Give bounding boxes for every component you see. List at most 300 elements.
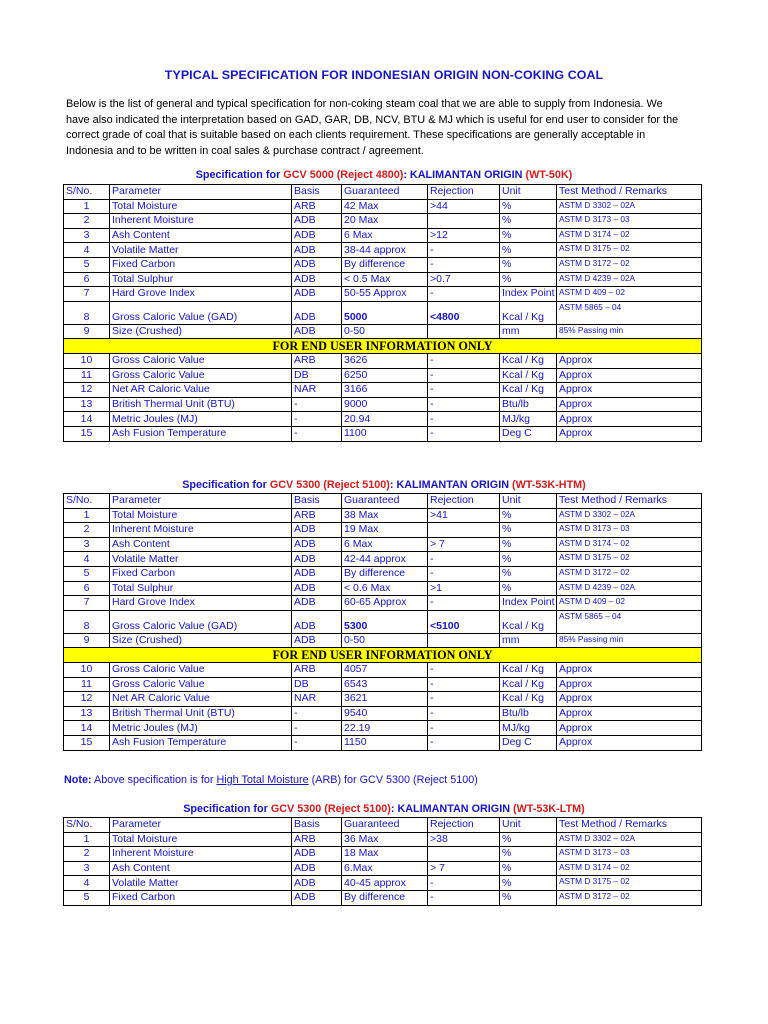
table-row bbox=[64, 706, 702, 721]
column-header: Test Method / Remarks bbox=[557, 185, 702, 200]
table-cell: Ash Content bbox=[110, 228, 292, 243]
table-cell: 14 bbox=[64, 412, 110, 427]
table-cell: Approx bbox=[557, 662, 702, 677]
spec-title-3 bbox=[0, 803, 768, 815]
table-row bbox=[64, 324, 702, 339]
table-row bbox=[64, 832, 702, 847]
table-cell: ADB bbox=[292, 301, 342, 324]
table-row bbox=[64, 633, 702, 648]
table-cell: % bbox=[500, 257, 557, 272]
table-cell: Total Moisture bbox=[110, 508, 292, 523]
column-header: Guaranteed bbox=[342, 494, 428, 509]
table-cell bbox=[428, 214, 500, 229]
table-cell: % bbox=[500, 199, 557, 214]
table-cell: Volatile Matter bbox=[110, 243, 292, 258]
table-cell: Net AR Caloric Value bbox=[110, 692, 292, 707]
table-cell: ADB bbox=[292, 214, 342, 229]
table-cell bbox=[428, 523, 500, 538]
table-cell: By difference bbox=[342, 890, 428, 905]
table-cell: 4 bbox=[64, 552, 110, 567]
spec-table-2 bbox=[63, 493, 702, 751]
table-cell: 42 Max bbox=[342, 199, 428, 214]
table-cell: ASTM D 3174 – 02 bbox=[557, 537, 702, 552]
table-cell: Btu/lb bbox=[500, 706, 557, 721]
spec-code: (WT-53K-HTM) bbox=[512, 479, 586, 491]
table-cell: Approx bbox=[557, 368, 702, 383]
table-cell: >41 bbox=[428, 508, 500, 523]
spec-gcv: GCV 5300 (Reject 5100) bbox=[269, 479, 390, 491]
table-cell: MJ/kg bbox=[500, 412, 557, 427]
table-cell: ASTM D 4239 – 02A bbox=[557, 581, 702, 596]
table-cell: Index Point bbox=[500, 596, 557, 611]
table-row bbox=[64, 272, 702, 287]
table-cell: 11 bbox=[64, 677, 110, 692]
table-row bbox=[64, 368, 702, 383]
intro-line: have also indicated the interpretation based on GAD, GAR, DB, NCV, BTU & MJ which is useful for end user to consider for the bbox=[66, 113, 679, 126]
table-row bbox=[64, 662, 702, 677]
table-cell: % bbox=[500, 832, 557, 847]
table-cell: - bbox=[428, 706, 500, 721]
table-cell: Deg C bbox=[500, 426, 557, 441]
table-cell: - bbox=[292, 721, 342, 736]
table-cell: - bbox=[428, 552, 500, 567]
table-cell: 1 bbox=[64, 199, 110, 214]
table-cell: % bbox=[500, 523, 557, 538]
table-row bbox=[64, 426, 702, 441]
table-row bbox=[64, 890, 702, 905]
table-cell: 10 bbox=[64, 662, 110, 677]
table-cell: Inherent Moisture bbox=[110, 523, 292, 538]
table-cell: 12 bbox=[64, 383, 110, 398]
column-header: S/No. bbox=[64, 185, 110, 200]
table-cell: 36 Max bbox=[342, 832, 428, 847]
table-cell: - bbox=[428, 721, 500, 736]
table-cell: ADB bbox=[292, 847, 342, 862]
table-cell: ARB bbox=[292, 353, 342, 368]
table-cell: Gross Caloric Value bbox=[110, 353, 292, 368]
column-header: S/No. bbox=[64, 818, 110, 833]
table-row bbox=[64, 692, 702, 707]
table-cell: Approx bbox=[557, 706, 702, 721]
table-cell: >0.7 bbox=[428, 272, 500, 287]
column-header: Guaranteed bbox=[342, 185, 428, 200]
table-cell: 40-45 approx bbox=[342, 876, 428, 891]
table-cell: Ash Fusion Temperature bbox=[110, 735, 292, 750]
table-cell: Gross Caloric Value bbox=[110, 368, 292, 383]
table-cell: 4 bbox=[64, 243, 110, 258]
table-cell: 85% Passing min bbox=[557, 633, 702, 648]
table-cell: Size (Crushed) bbox=[110, 633, 292, 648]
column-header: Basis bbox=[292, 185, 342, 200]
table-header-row bbox=[64, 818, 702, 833]
table-cell: - bbox=[428, 243, 500, 258]
table-cell: 38 Max bbox=[342, 508, 428, 523]
table-cell: Metric Joules (MJ) bbox=[110, 412, 292, 427]
table-row bbox=[64, 721, 702, 736]
table-cell: ADB bbox=[292, 861, 342, 876]
note-text: Above specification is for bbox=[91, 774, 217, 786]
table-cell: >44 bbox=[428, 199, 500, 214]
table-cell: 5 bbox=[64, 257, 110, 272]
spec-title-1 bbox=[0, 169, 768, 181]
table-row bbox=[64, 397, 702, 412]
spec-table-3 bbox=[63, 817, 702, 906]
column-header: Basis bbox=[292, 818, 342, 833]
table-cell: 3 bbox=[64, 861, 110, 876]
table-cell: - bbox=[428, 353, 500, 368]
table-cell: % bbox=[500, 890, 557, 905]
table-cell: ADB bbox=[292, 523, 342, 538]
table-cell: 2 bbox=[64, 214, 110, 229]
table-cell: mm bbox=[500, 324, 557, 339]
table-cell: 9540 bbox=[342, 706, 428, 721]
table-cell: 2 bbox=[64, 523, 110, 538]
table-cell: 7 bbox=[64, 596, 110, 611]
column-header: Unit bbox=[500, 494, 557, 509]
table-cell: - bbox=[428, 566, 500, 581]
table-row bbox=[64, 735, 702, 750]
table-cell: 0-50 bbox=[342, 324, 428, 339]
table-cell: ASTM D 3175 – 02 bbox=[557, 876, 702, 891]
table-cell: NAR bbox=[292, 692, 342, 707]
table-cell: Inherent Moisture bbox=[110, 847, 292, 862]
note-highlight: High Total Moisture bbox=[216, 774, 309, 786]
table-cell: < 0.6 Max bbox=[342, 581, 428, 596]
table-cell: Kcal / Kg bbox=[500, 692, 557, 707]
document-title: TYPICAL SPECIFICATION FOR INDONESIAN ORIGIN NON-COKING COAL bbox=[164, 68, 604, 82]
end-user-banner-row bbox=[64, 648, 702, 663]
table-cell: ADB bbox=[292, 552, 342, 567]
intro-paragraph bbox=[66, 97, 706, 159]
spec-gcv: GCV 5300 (Reject 5100) bbox=[270, 803, 391, 815]
table-cell: ADB bbox=[292, 228, 342, 243]
table-cell: Approx bbox=[557, 426, 702, 441]
table-cell: ASTM D 4239 – 02A bbox=[557, 272, 702, 287]
table-cell: % bbox=[500, 861, 557, 876]
table-cell: % bbox=[500, 581, 557, 596]
column-header: Unit bbox=[500, 818, 557, 833]
table-cell: 9000 bbox=[342, 397, 428, 412]
table-cell: - bbox=[428, 426, 500, 441]
table-cell: - bbox=[428, 662, 500, 677]
table-cell: Total Moisture bbox=[110, 832, 292, 847]
table-cell: ASTM 5865 – 04 bbox=[557, 301, 702, 324]
table-cell: ASTM D 3174 – 02 bbox=[557, 228, 702, 243]
table-cell: DB bbox=[292, 677, 342, 692]
table-cell: 5300 bbox=[342, 610, 428, 633]
table-cell: 5 bbox=[64, 566, 110, 581]
table-cell: % bbox=[500, 876, 557, 891]
table-cell: Approx bbox=[557, 677, 702, 692]
table-cell: 10 bbox=[64, 353, 110, 368]
column-header: Basis bbox=[292, 494, 342, 509]
table-cell: % bbox=[500, 537, 557, 552]
table-cell: Total Moisture bbox=[110, 199, 292, 214]
table-cell: - bbox=[292, 397, 342, 412]
table-cell: Hard Grove Index bbox=[110, 287, 292, 302]
table-cell: 6250 bbox=[342, 368, 428, 383]
table-cell: 6 bbox=[64, 581, 110, 596]
table-cell: >1 bbox=[428, 581, 500, 596]
table-cell: Kcal / Kg bbox=[500, 368, 557, 383]
table-cell: Approx bbox=[557, 397, 702, 412]
column-header: Parameter bbox=[110, 818, 292, 833]
table-row bbox=[64, 301, 702, 324]
table-cell: Inherent Moisture bbox=[110, 214, 292, 229]
table-row bbox=[64, 214, 702, 229]
table-cell: Ash Content bbox=[110, 861, 292, 876]
table-cell: ADB bbox=[292, 566, 342, 581]
table-cell: 1 bbox=[64, 508, 110, 523]
column-header: Rejection bbox=[428, 185, 500, 200]
table-row bbox=[64, 677, 702, 692]
table-cell: Approx bbox=[557, 735, 702, 750]
table-cell: ASTM D 3172 – 02 bbox=[557, 890, 702, 905]
table-row bbox=[64, 847, 702, 862]
table-cell: 9 bbox=[64, 633, 110, 648]
spec-title-2 bbox=[0, 479, 768, 491]
table-cell: Deg C bbox=[500, 735, 557, 750]
table-cell: ADB bbox=[292, 581, 342, 596]
table-cell: % bbox=[500, 552, 557, 567]
column-header: Test Method / Remarks bbox=[557, 818, 702, 833]
table-cell: 19 Max bbox=[342, 523, 428, 538]
table-cell: Approx bbox=[557, 383, 702, 398]
table-row bbox=[64, 523, 702, 538]
table-cell: - bbox=[428, 890, 500, 905]
table-cell: 8 bbox=[64, 610, 110, 633]
table-cell: 7 bbox=[64, 287, 110, 302]
intro-line: Below is the list of general and typical specification for non-coking steam coal that we are able to supply from Indonesia. We bbox=[66, 98, 663, 110]
table-cell: 1150 bbox=[342, 735, 428, 750]
table-cell: ADB bbox=[292, 890, 342, 905]
table-cell: - bbox=[292, 426, 342, 441]
table-cell: ARB bbox=[292, 508, 342, 523]
table-cell: Kcal / Kg bbox=[500, 662, 557, 677]
table-cell: - bbox=[428, 287, 500, 302]
table-cell: ASTM D 3172 – 02 bbox=[557, 566, 702, 581]
table-cell: - bbox=[428, 397, 500, 412]
table-cell: 20.94 bbox=[342, 412, 428, 427]
table-cell: - bbox=[292, 412, 342, 427]
table-row bbox=[64, 566, 702, 581]
column-header: Rejection bbox=[428, 494, 500, 509]
column-header: S/No. bbox=[64, 494, 110, 509]
table-cell: Fixed Carbon bbox=[110, 257, 292, 272]
table-row bbox=[64, 537, 702, 552]
table-header-row bbox=[64, 185, 702, 200]
table-cell: 42-44 approx bbox=[342, 552, 428, 567]
table-cell: 20 Max bbox=[342, 214, 428, 229]
table-cell: 6 Max bbox=[342, 228, 428, 243]
spec-table-1 bbox=[63, 184, 702, 442]
table-cell: 9 bbox=[64, 324, 110, 339]
table-cell: 6.Max bbox=[342, 861, 428, 876]
table-cell: - bbox=[292, 735, 342, 750]
table-cell: 14 bbox=[64, 721, 110, 736]
table-cell bbox=[428, 633, 500, 648]
table-cell: % bbox=[500, 847, 557, 862]
table-cell: Total Sulphur bbox=[110, 272, 292, 287]
table-cell: Total Sulphur bbox=[110, 581, 292, 596]
table-cell: Approx bbox=[557, 692, 702, 707]
column-header: Rejection bbox=[428, 818, 500, 833]
table-cell: 3626 bbox=[342, 353, 428, 368]
table-cell: % bbox=[500, 272, 557, 287]
table-cell: Index Point bbox=[500, 287, 557, 302]
table-cell: ADB bbox=[292, 876, 342, 891]
table-cell: ADB bbox=[292, 610, 342, 633]
table-cell: 4 bbox=[64, 876, 110, 891]
table-cell: ASTM 5865 – 04 bbox=[557, 610, 702, 633]
table-row bbox=[64, 581, 702, 596]
table-cell: 5000 bbox=[342, 301, 428, 324]
table-cell: 12 bbox=[64, 692, 110, 707]
table-cell: ASTM D 409 – 02 bbox=[557, 596, 702, 611]
table-cell: Approx bbox=[557, 353, 702, 368]
spec-title-prefix: Specification for bbox=[195, 169, 284, 181]
table-row bbox=[64, 243, 702, 258]
table-row bbox=[64, 287, 702, 302]
table-header-row bbox=[64, 494, 702, 509]
table-row bbox=[64, 861, 702, 876]
table-cell: British Thermal Unit (BTU) bbox=[110, 397, 292, 412]
table-cell: 38-44 approx bbox=[342, 243, 428, 258]
table-cell: Gross Caloric Value bbox=[110, 677, 292, 692]
table-cell: ADB bbox=[292, 633, 342, 648]
table-cell: 13 bbox=[64, 706, 110, 721]
intro-line: Indonesia and to be written in coal sales & purchase contract / agreement. bbox=[66, 144, 424, 157]
table-cell: ADB bbox=[292, 257, 342, 272]
table-cell: 5 bbox=[64, 890, 110, 905]
table-cell: ADB bbox=[292, 272, 342, 287]
table-cell: 6 Max bbox=[342, 537, 428, 552]
end-user-banner: FOR END USER INFORMATION ONLY bbox=[64, 339, 702, 354]
table-cell: ARB bbox=[292, 662, 342, 677]
table-cell: - bbox=[428, 677, 500, 692]
table-cell: ADB bbox=[292, 287, 342, 302]
table-cell: 60-65 Approx bbox=[342, 596, 428, 611]
spec-origin: : KALIMANTAN ORIGIN bbox=[389, 479, 512, 491]
table-row bbox=[64, 610, 702, 633]
table-cell: ASTM D 3174 – 02 bbox=[557, 861, 702, 876]
table-row bbox=[64, 876, 702, 891]
table-cell: - bbox=[428, 735, 500, 750]
table-cell: 18 Max bbox=[342, 847, 428, 862]
table-cell: Fixed Carbon bbox=[110, 566, 292, 581]
table-cell: 15 bbox=[64, 735, 110, 750]
table-row bbox=[64, 228, 702, 243]
table-cell: ASTM D 3302 – 02A bbox=[557, 508, 702, 523]
table-cell: - bbox=[292, 706, 342, 721]
table-cell: - bbox=[428, 412, 500, 427]
table-cell: > 7 bbox=[428, 537, 500, 552]
table-cell: % bbox=[500, 566, 557, 581]
note bbox=[64, 774, 478, 786]
table-cell: By difference bbox=[342, 257, 428, 272]
table-cell: 1 bbox=[64, 832, 110, 847]
table-cell: 6 bbox=[64, 272, 110, 287]
table-cell: 3621 bbox=[342, 692, 428, 707]
table-cell: Gross Caloric Value (GAD) bbox=[110, 610, 292, 633]
table-cell: ASTM D 3302 – 02A bbox=[557, 832, 702, 847]
table-cell: Kcal / Kg bbox=[500, 677, 557, 692]
table-cell: By difference bbox=[342, 566, 428, 581]
table-cell: 11 bbox=[64, 368, 110, 383]
table-cell: - bbox=[428, 596, 500, 611]
table-cell: 4057 bbox=[342, 662, 428, 677]
table-cell: Fixed Carbon bbox=[110, 890, 292, 905]
table-cell: >12 bbox=[428, 228, 500, 243]
table-row bbox=[64, 412, 702, 427]
table-cell: ASTM D 3175 – 02 bbox=[557, 552, 702, 567]
table-cell: % bbox=[500, 228, 557, 243]
spec-origin: : KALIMANTAN ORIGIN bbox=[390, 803, 513, 815]
table-cell: - bbox=[428, 257, 500, 272]
table-cell: ADB bbox=[292, 596, 342, 611]
table-cell: > 7 bbox=[428, 861, 500, 876]
table-cell: MJ/kg bbox=[500, 721, 557, 736]
table-row bbox=[64, 383, 702, 398]
table-cell: 8 bbox=[64, 301, 110, 324]
table-cell: Approx bbox=[557, 721, 702, 736]
table-cell: 3 bbox=[64, 537, 110, 552]
table-cell: Ash Fusion Temperature bbox=[110, 426, 292, 441]
spec-origin: : KALIMANTAN ORIGIN bbox=[403, 169, 526, 181]
end-user-banner-row bbox=[64, 339, 702, 354]
spec-code: (WT-53K-LTM) bbox=[513, 803, 585, 815]
table-cell: NAR bbox=[292, 383, 342, 398]
table-cell: Metric Joules (MJ) bbox=[110, 721, 292, 736]
table-cell: Approx bbox=[557, 412, 702, 427]
spec-code: (WT-50K) bbox=[525, 169, 573, 181]
table-cell: DB bbox=[292, 368, 342, 383]
table-row bbox=[64, 596, 702, 611]
table-row bbox=[64, 257, 702, 272]
table-cell: >38 bbox=[428, 832, 500, 847]
table-cell: Hard Grove Index bbox=[110, 596, 292, 611]
spec-gcv: GCV 5000 (Reject 4800) bbox=[283, 169, 404, 181]
table-cell: - bbox=[428, 692, 500, 707]
table-cell: ARB bbox=[292, 832, 342, 847]
table-cell: ASTM D 3173 – 03 bbox=[557, 523, 702, 538]
table-cell: ASTM D 3175 – 02 bbox=[557, 243, 702, 258]
table-row bbox=[64, 552, 702, 567]
table-cell: 22.19 bbox=[342, 721, 428, 736]
table-cell: ADB bbox=[292, 324, 342, 339]
column-header: Parameter bbox=[110, 494, 292, 509]
table-cell: 50-55 Approx bbox=[342, 287, 428, 302]
table-cell: < 0.5 Max bbox=[342, 272, 428, 287]
table-cell: Volatile Matter bbox=[110, 876, 292, 891]
table-cell: mm bbox=[500, 633, 557, 648]
table-cell: 3166 bbox=[342, 383, 428, 398]
spec-title-prefix: Specification for bbox=[182, 479, 270, 491]
table-cell: British Thermal Unit (BTU) bbox=[110, 706, 292, 721]
table-row bbox=[64, 353, 702, 368]
table-cell: Kcal / Kg bbox=[500, 301, 557, 324]
table-cell: 85% Passing min bbox=[557, 324, 702, 339]
table-cell: Net AR Caloric Value bbox=[110, 383, 292, 398]
table-cell: ADB bbox=[292, 243, 342, 258]
table-cell: <5100 bbox=[428, 610, 500, 633]
table-cell: Gross Caloric Value bbox=[110, 662, 292, 677]
table-cell: ASTM D 3173 – 03 bbox=[557, 214, 702, 229]
table-cell: Gross Caloric Value (GAD) bbox=[110, 301, 292, 324]
table-cell: ARB bbox=[292, 199, 342, 214]
note-text-end: (ARB) for GCV 5300 (Reject 5100) bbox=[308, 774, 478, 786]
table-cell: Kcal / Kg bbox=[500, 383, 557, 398]
